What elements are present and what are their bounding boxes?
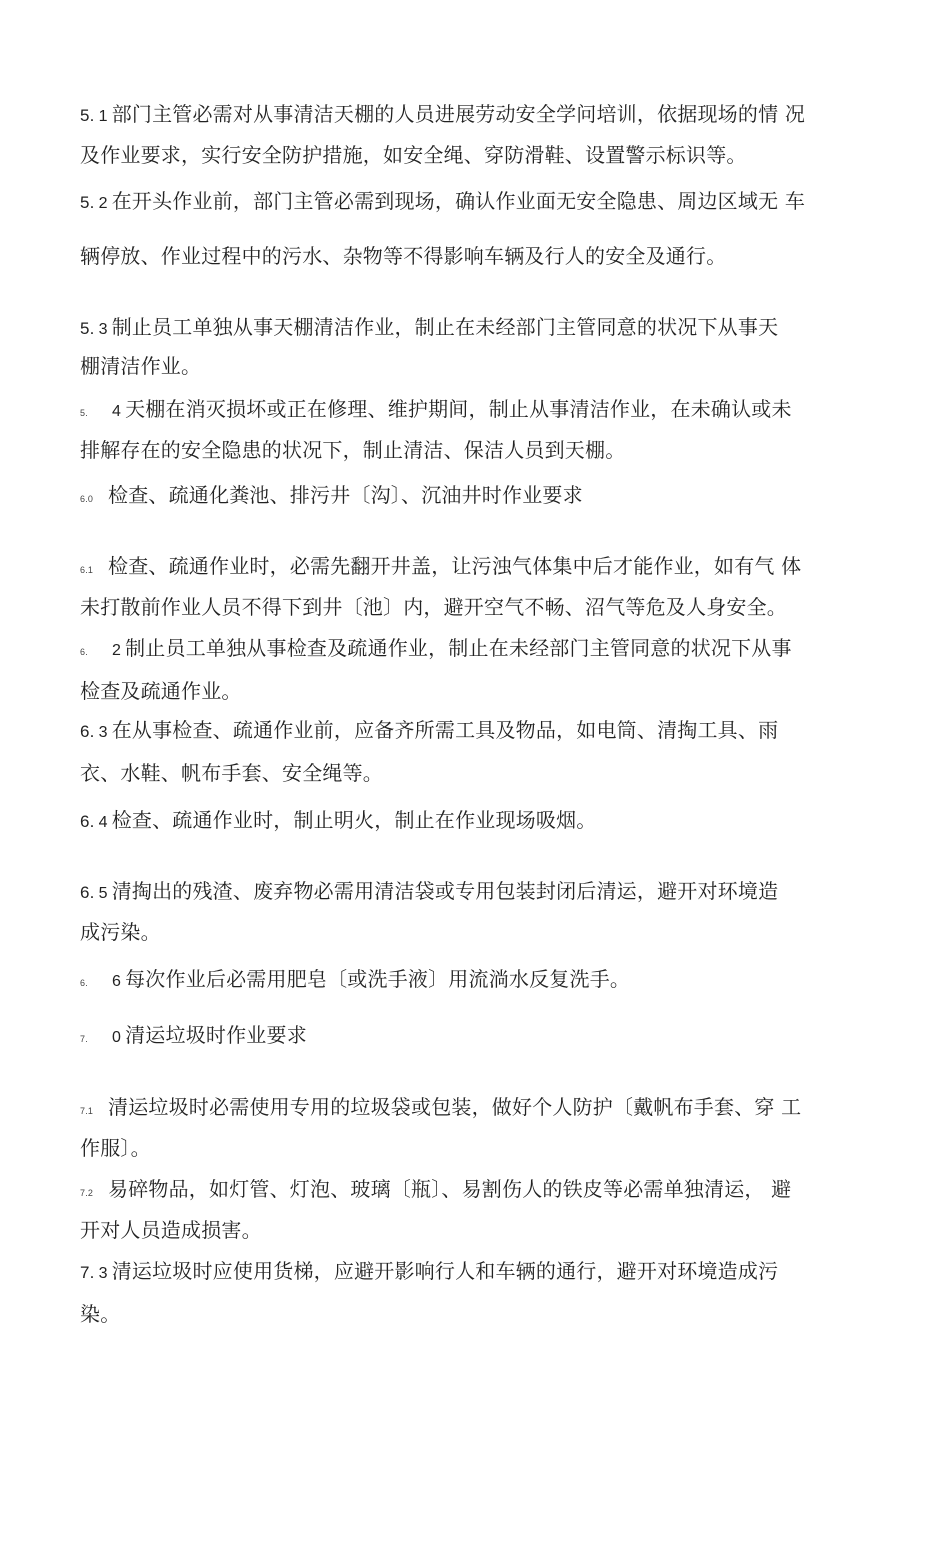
paragraph-6-1-line-1 (80, 552, 801, 584)
item-number: 5. (80, 319, 95, 338)
item-subnumber: 4 (98, 814, 108, 831)
paragraph-6-5-line-2 (80, 918, 161, 946)
item-number: 6.1 (80, 565, 94, 575)
paragraph-7-1-line-2 (80, 1134, 151, 1162)
section-7-0-heading (80, 1021, 307, 1053)
paragraph-text: 在从事检查、疏通作业前，应备齐所需工具及物品，如电筒、清掏工具、雨 (111, 718, 779, 742)
paragraph-text: 未打散前作业人员不得下到井〔池〕内，避开空气不畅、沼气等危及人身安全。 (80, 595, 787, 619)
paragraph-5-2-line-1 (80, 187, 805, 218)
paragraph-7-2-line-1 (80, 1175, 791, 1207)
paragraph-text: 检查、疏通作业时，必需先翻开井盖，让污浊气体集中后才能作业，如有气 体 (108, 554, 802, 578)
item-subnumber: 5 (98, 885, 108, 902)
section-6-0-heading (80, 481, 583, 513)
item-subnumber: 4 (112, 403, 122, 420)
item-subnumber: 2 (98, 195, 108, 212)
paragraph-6-2-line-2 (80, 677, 242, 705)
item-subnumber: 2 (112, 642, 122, 659)
item-subnumber: 1 (98, 108, 108, 125)
item-number: 6. (80, 978, 88, 988)
item-number: 6. (80, 647, 88, 657)
paragraph-5-1-line-2 (80, 141, 747, 169)
item-number: 6. (80, 812, 95, 831)
item-number: 5. (80, 408, 88, 418)
paragraph-text: 清掏出的残渣、废弃物必需用清洁袋或专用包装封闭后清运，避开对环境造 (111, 879, 779, 903)
paragraph-text: 清运垃圾时应使用货梯，应避开影响行人和车辆的通行，避开对环境造成污 (111, 1259, 779, 1283)
paragraph-text: 棚清洁作业。 (80, 354, 202, 378)
paragraph-text: 清运垃圾时必需使用专用的垃圾袋或包装，做好个人防护〔戴帆布手套、穿 工 (108, 1095, 802, 1119)
paragraph-text: 天棚在消灭损坏或正在修理、维护期间，制止从事清洁作业，在未确认或未 (125, 397, 792, 421)
paragraph-6-3-line-1 (80, 716, 778, 747)
paragraph-6-1-line-2 (80, 593, 787, 621)
paragraph-text: 开对人员造成损害。 (80, 1218, 262, 1242)
paragraph-text: 检查、疏通化粪池、排污井〔沟〕、沉油井时作业要求 (108, 483, 583, 507)
paragraph-6-2-line-1 (80, 634, 792, 666)
paragraph-text: 部门主管必需对从事清洁天棚的人员进展劳动安全学问培训，依据现场的情 况 (111, 102, 806, 126)
paragraph-7-3-line-1 (80, 1257, 778, 1288)
item-number: 7.2 (80, 1188, 94, 1198)
paragraph-7-1-line-1 (80, 1093, 801, 1125)
paragraph-text: 检查及疏通作业。 (80, 679, 242, 703)
item-subnumber: 3 (98, 1265, 108, 1282)
paragraph-text: 清运垃圾时作业要求 (125, 1023, 307, 1047)
paragraph-text: 衣、水鞋、帆布手套、安全绳等。 (80, 761, 383, 785)
paragraph-5-3-line-1 (80, 313, 778, 344)
paragraph-5-2-line-2 (80, 242, 726, 270)
paragraph-text: 辆停放、作业过程中的污水、杂物等不得影响车辆及行人的安全及通行。 (80, 244, 727, 268)
paragraph-text: 制止员工单独从事检查及疏通作业，制止在未经部门主管同意的状况下从事 (125, 636, 792, 660)
paragraph-text: 易碎物品，如灯管、灯泡、玻璃〔瓶〕、易割伤人的铁皮等必需单独清运， 避 (108, 1177, 792, 1201)
paragraph-6-5-line-1 (80, 877, 778, 908)
item-number: 6.0 (80, 494, 94, 504)
paragraph-text: 成污染。 (80, 920, 161, 944)
paragraph-7-3-line-2 (80, 1300, 120, 1328)
paragraph-text: 在开头作业前，部门主管必需到现场，确认作业面无安全隐患、周边区域无 车 (111, 189, 806, 213)
paragraph-text: 每次作业后必需用肥皂〔或洗手液〕用流淌水反复洗手。 (125, 967, 631, 991)
paragraph-text: 检查、疏通作业时，制止明火，制止在作业现场吸烟。 (111, 808, 597, 832)
paragraph-text: 制止员工单独从事天棚清洁作业，制止在未经部门主管同意的状况下从事天 (111, 315, 779, 339)
paragraph-text: 作服〕。 (80, 1136, 151, 1160)
item-subnumber: 3 (98, 321, 108, 338)
item-number: 7.1 (80, 1106, 94, 1116)
item-number: 5. (80, 193, 95, 212)
paragraph-text: 排解存在的安全隐患的状况下，制止清洁、保洁人员到天棚。 (80, 438, 626, 462)
paragraph-7-2-line-2 (80, 1216, 262, 1244)
paragraph-6-6-line-1 (80, 965, 630, 997)
paragraph-6-3-line-2 (80, 759, 383, 787)
item-number: 7. (80, 1263, 95, 1282)
paragraph-text: 及作业要求，实行安全防护措施，如安全绳、穿防滑鞋、设置警示标识等。 (80, 143, 747, 167)
paragraph-5-4-line-1 (80, 395, 792, 427)
item-subnumber: 0 (112, 1029, 122, 1046)
paragraph-5-4-line-2 (80, 436, 625, 464)
item-number: 7. (80, 1034, 88, 1044)
paragraph-text: 染。 (80, 1302, 121, 1326)
paragraph-5-1-line-1 (80, 100, 805, 131)
paragraph-6-4-line-1 (80, 806, 597, 837)
item-subnumber: 6 (112, 973, 122, 990)
item-number: 5. (80, 106, 95, 125)
item-number: 6. (80, 883, 95, 902)
paragraph-5-3-line-2 (80, 352, 201, 380)
item-subnumber: 3 (98, 724, 108, 741)
item-number: 6. (80, 722, 95, 741)
